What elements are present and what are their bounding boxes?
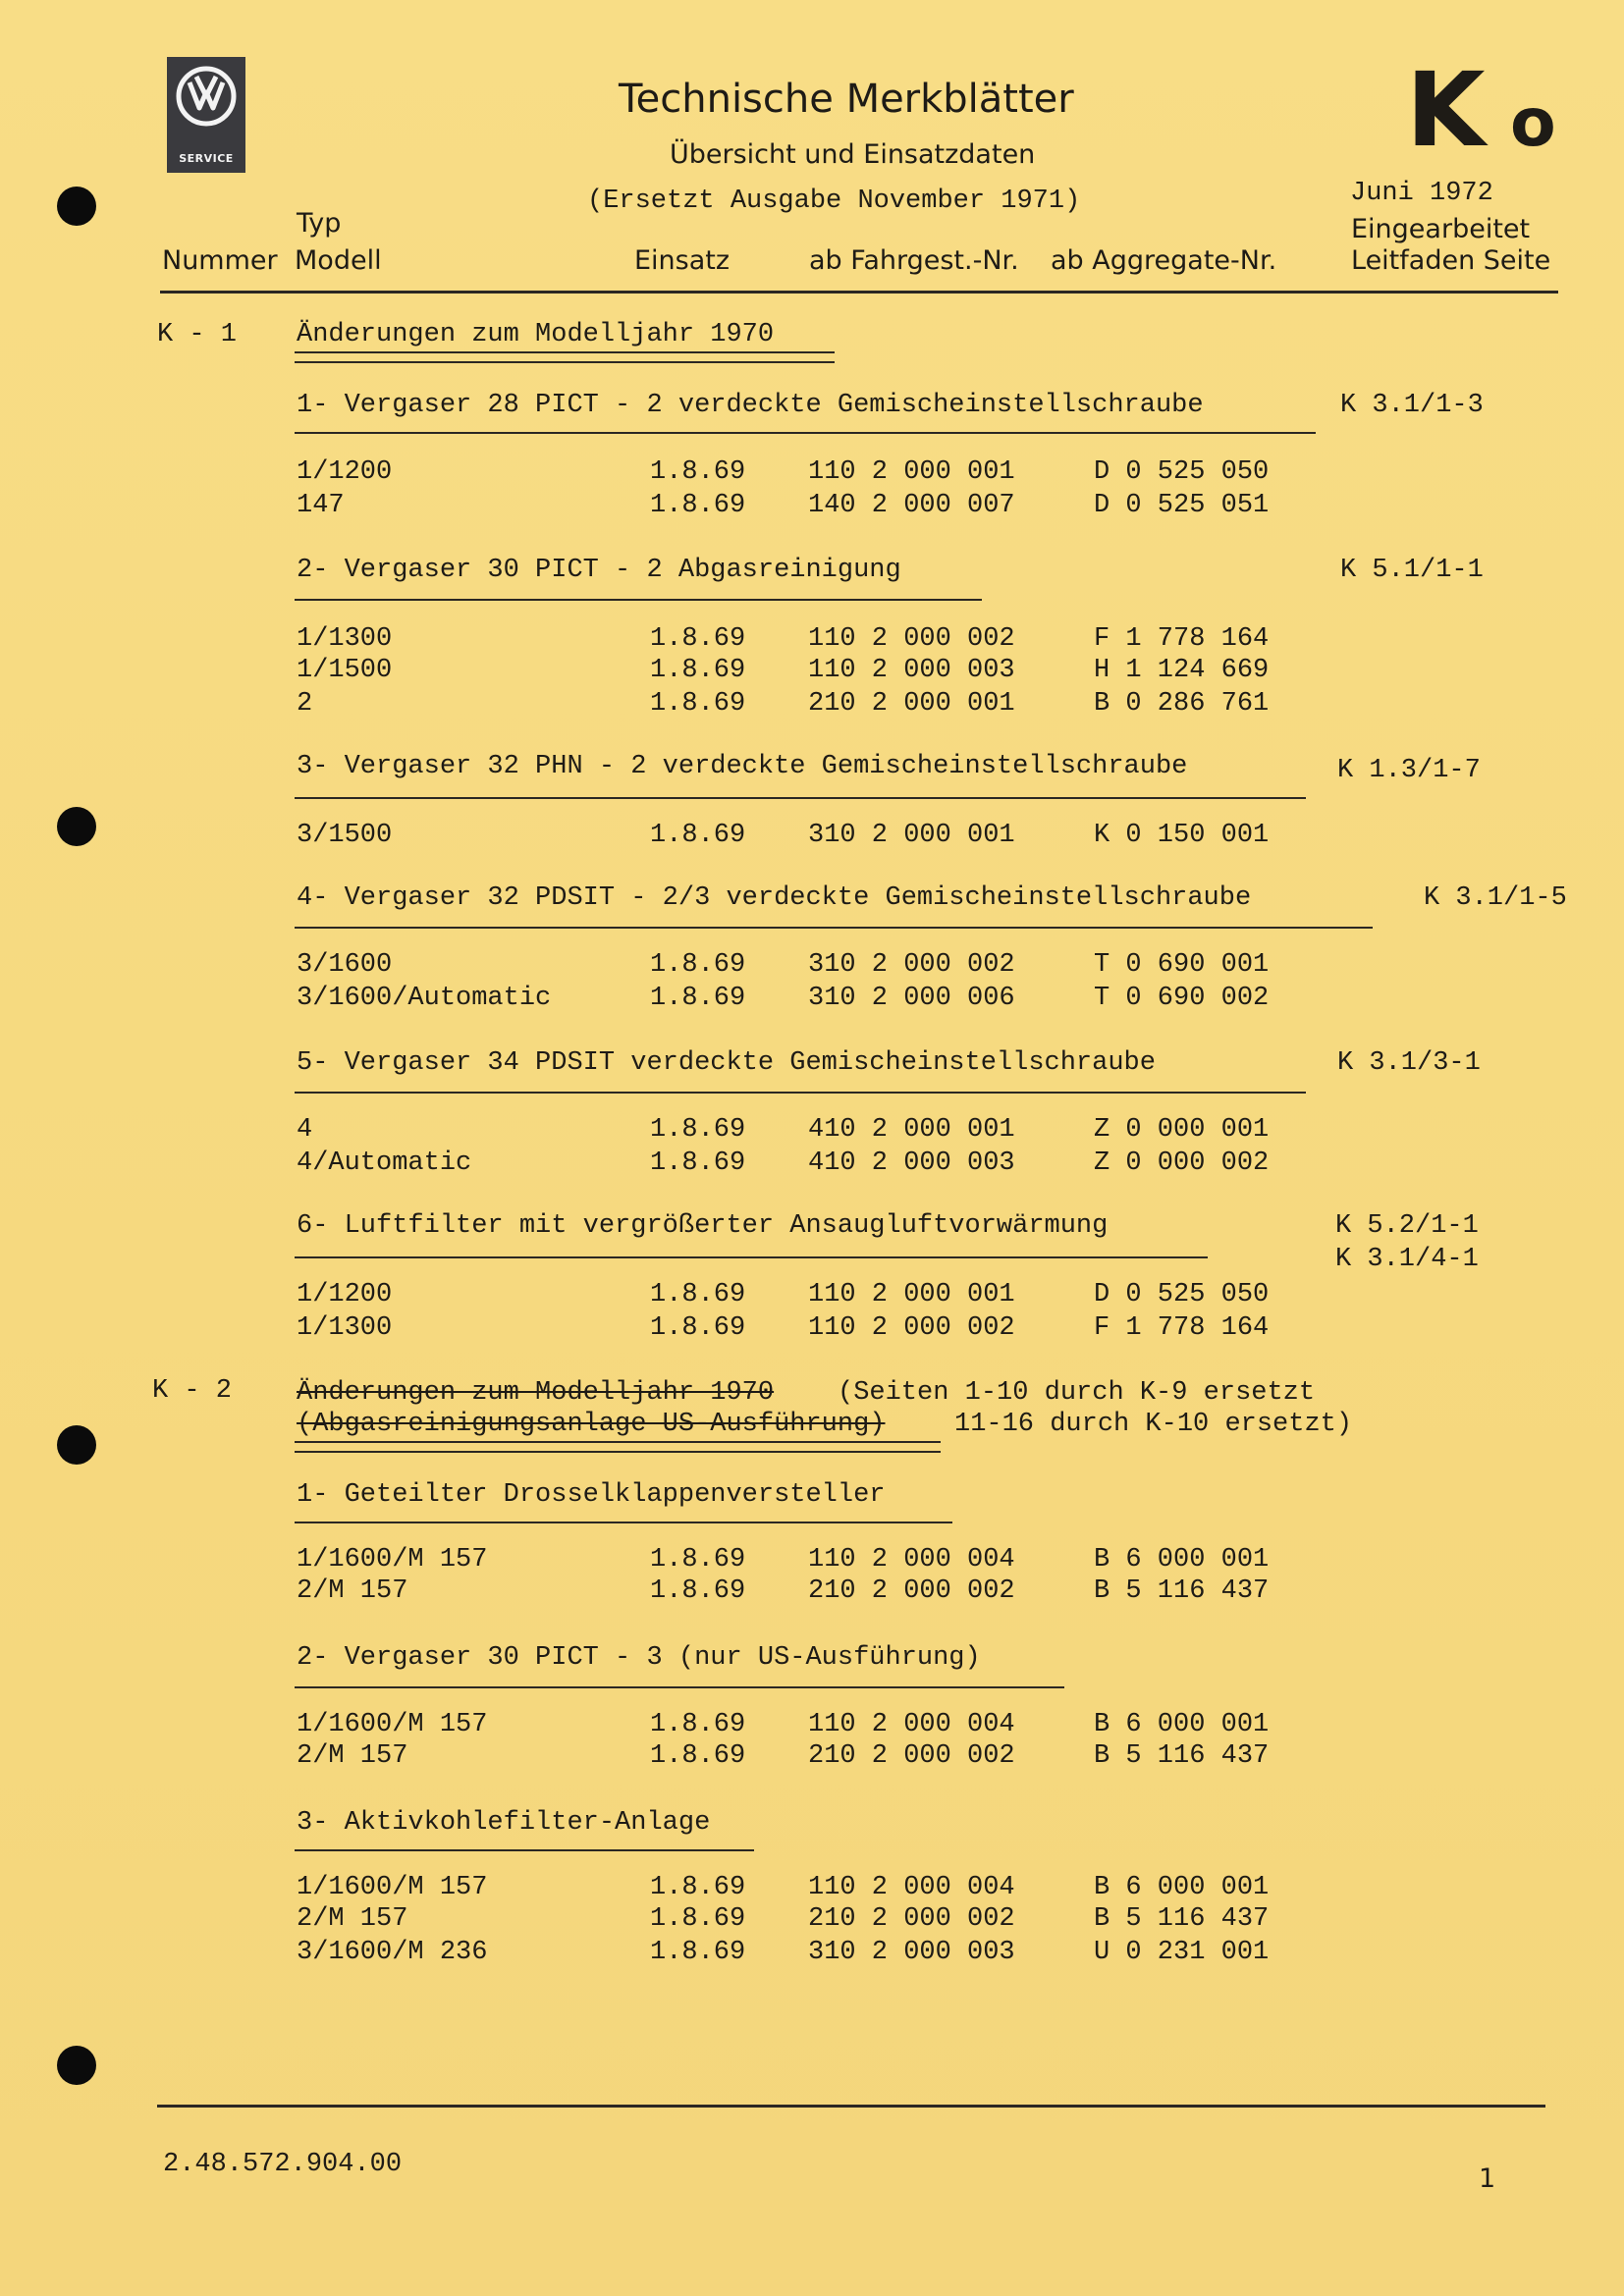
group-rule [295, 432, 1316, 434]
punch-hole-upper [57, 807, 96, 846]
header-rule [160, 291, 1558, 294]
integrated-label: Eingearbeitet [1351, 214, 1531, 244]
leitfaden-ref-2: K 3.1/4-1 [1335, 1245, 1479, 1274]
col-modell: Modell [295, 245, 382, 276]
section-number-k1: K - 1 [157, 320, 238, 349]
col-einsatz: Einsatz [634, 245, 731, 276]
group-rule [295, 1522, 952, 1523]
section-number-k2: K - 2 [152, 1376, 233, 1406]
logo-text: SERVICE [179, 152, 234, 165]
section-subheading-k2-struck: (Abgasreinigungsanlage US-Ausführung) [297, 1410, 886, 1439]
section-heading-k2-struck: Änderungen zum Modelljahr 1970 [297, 1378, 775, 1408]
col-nummer: Nummer [162, 245, 278, 276]
document-page: SERVICE Technische Merkblätter Übersicht und Einsatzdaten (Ersetzt Ausgabe November 1971) K o Juni 1972 Eingearbeitet Typ Nummer Modell Einsatz ab Fahrgest.-Nr. ab Aggregate-Nr. Leitfaden Seite K - 1 Änderungen zum Modelljahr 1970 1- Vergaser 28 PICT - 2 verdeckte Gemischeinstellschraube K 3.1/1-3 1/1200 1.8.69 110 2 000 001 D 0 525 050 147 1.8.69 140 2 000 007 D 0 525 051 2- Vergaser 30 PICT - 2 Abgasreinigung K 5.1/1-1 1/1300 1.8.69 110 2 000 002 F 1 778 164 1/1500 1.8.69 110 2 000 003 H 1 124 669 2 1.8.69 210 2 000 001 B 0 286 761 3- Vergaser 32 PHN - 2 verdeckte Gemischeinstellschraube K 1.3/1-7 3/1500 1.8.69 310 2 000 001 K 0 150 001 4- Vergaser 32 PDSIT - 2/3 verdeckte Gemischeinstellschraube K 3.1/1-5 3/1600 1.8.69 310 2 000 002 T 0 690 001 3/1600/Automatic 1.8.69 310 2 000 006 T 0 690 002 5- Vergaser 34 PDSIT verdeckte Gemischeinstellschraube K 3.1/3-1 4 1.8.69 410 2 000 001 Z 0 000 001 4/Automatic 1.8.69 410 2 000 003 Z 0 000 002 6- Luftfilter mit vergrößerter Ansaugluftvorwärmung K 5.2/1-1 K 3.1/4-1 1/1200 1.8.69 110 2 000 001 D 0 525 050 1/1300 1.8.69 110 2 000 002 F 1 778 164 K - 2 Änderungen zum Modelljahr 1970 (Seiten 1-10 durch K-9 ersetzt (Abgasreinigungsanlage US-Ausführung) 11-16 durch K-10 ersetzt) 1- Geteilter Drosselklappenversteller 1/1600/M 157 1.8.69 110 2 000 004 B 6 000 001 2/M 157 1.8.69 210 2 000 002 B 5 116 437 2- Vergaser 30 PICT - 3 (nur US-Ausführung) 1/1600/M 157 1.8.69 110 2 000 004 B 6 000 001 2/M 157 1.8.69 210 2 000 002 B 5 116 437 3- Aktivkohlefilter-Anlage 1/1600/M 157 1.8.69 110 2 000 004 B 6 000 001 2/M 157 1.8.69 210 2 000 002 B 5 116 437 3/1600/M 236 1.8.69 310 2 000 003 U 0 231 001 2.48.572.904.00 1 [0, 0, 1624, 2296]
punch-hole-lower [57, 1425, 96, 1465]
punch-hole-top [57, 187, 96, 226]
col-typ: Typ [297, 208, 342, 239]
group-title: 4- Vergaser 32 PDSIT - 2/3 verdeckte Gemischeinstellschraube [297, 883, 1252, 913]
vw-service-logo [167, 57, 245, 173]
page-number: 1 [1479, 2163, 1496, 2194]
leitfaden-ref: K 5.2/1-1 [1335, 1211, 1479, 1241]
doc-number: 2.48.572.904.00 [163, 2150, 403, 2179]
code-letter: K [1406, 50, 1486, 170]
vw-logo-icon [175, 65, 238, 128]
group-title: 5- Vergaser 34 PDSIT verdeckte Gemischeinstellschraube [297, 1048, 1156, 1078]
group-rule [295, 1686, 1064, 1688]
leitfaden-ref: K 3.1/1-3 [1340, 391, 1484, 420]
page-title: Technische Merkblätter [619, 77, 1074, 122]
punch-hole-bottom [57, 2046, 96, 2085]
replaced-edition: (Ersetzt Ausgabe November 1971) [587, 187, 1081, 216]
leitfaden-ref: K 3.1/3-1 [1337, 1048, 1481, 1078]
code-sub: o [1510, 84, 1556, 162]
col-fahrgest: ab Fahrgest.-Nr. [809, 245, 1019, 276]
section-note-k2: (Seiten 1-10 durch K-9 ersetzt [838, 1378, 1316, 1408]
heading-double-rule [295, 351, 835, 363]
page-subtitle: Übersicht und Einsatzdaten [670, 139, 1036, 170]
group-title: 2- Vergaser 30 PICT - 2 Abgasreinigung [297, 556, 901, 585]
leitfaden-ref: K 3.1/1-5 [1424, 883, 1567, 913]
group-title: 3- Vergaser 32 PHN - 2 verdeckte Gemischeinstellschraube [297, 752, 1188, 781]
leitfaden-ref: K 1.3/1-7 [1337, 756, 1481, 785]
issue-date: Juni 1972 [1350, 179, 1493, 208]
group-title: 1- Geteilter Drosselklappenversteller [297, 1480, 886, 1510]
col-leitfaden: Leitfaden Seite [1351, 245, 1551, 276]
group-title: 3- Aktivkohlefilter-Anlage [297, 1808, 711, 1838]
group-title: 6- Luftfilter mit vergrößerter Ansaugluftvorwärmung [297, 1211, 1109, 1241]
group-rule [295, 1092, 1306, 1094]
leitfaden-ref: K 5.1/1-1 [1340, 556, 1484, 585]
section-note-k2-2: 11-16 durch K-10 ersetzt) [954, 1410, 1353, 1439]
footer-rule [157, 2105, 1545, 2108]
group-rule [295, 1849, 754, 1851]
group-rule [295, 1256, 1208, 1258]
col-aggregate: ab Aggregate-Nr. [1051, 245, 1277, 276]
group-title: 1- Vergaser 28 PICT - 2 verdeckte Gemischeinstellschraube [297, 391, 1204, 420]
group-rule [295, 927, 1373, 929]
heading-double-rule [295, 1441, 941, 1453]
group-title: 2- Vergaser 30 PICT - 3 (nur US-Ausführung) [297, 1643, 981, 1673]
section-heading-k1: Änderungen zum Modelljahr 1970 [297, 320, 775, 349]
group-rule [295, 599, 982, 601]
group-rule [295, 797, 1306, 799]
